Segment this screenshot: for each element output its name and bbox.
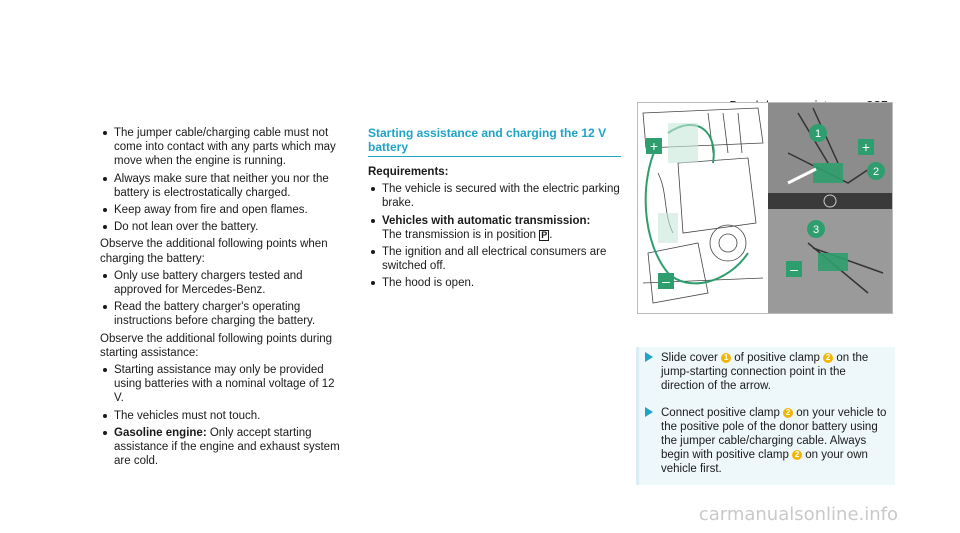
requirements-list	[368, 182, 621, 290]
callout-3: 3	[812, 224, 820, 236]
step-arrow-icon	[645, 352, 653, 362]
callout-badge: 2	[783, 408, 793, 418]
gasoline-label: Gasoline engine:	[114, 426, 207, 439]
requirements-label: Requirements:	[368, 166, 449, 178]
callout-2: 2	[872, 166, 880, 178]
list-item	[368, 214, 621, 242]
paragraph: Observe the additional following points when charging the battery:	[100, 238, 328, 265]
starting-list	[100, 363, 345, 468]
list-item: Starting assistance may only be provided using batteries with a nominal voltage of 12 V.	[100, 363, 345, 406]
list-item: The hood is open.	[368, 276, 621, 290]
step-text: Connect positive clamp	[661, 406, 784, 419]
column-middle	[368, 126, 621, 294]
positive-icon: +	[649, 138, 659, 154]
period: .	[549, 228, 553, 241]
callout-badge: 2	[792, 450, 802, 460]
gasoline-text: Only accept starting assistance if the engine and exhaust system are cold.	[114, 426, 340, 468]
engine-bay-figure	[637, 102, 893, 314]
column-left	[100, 126, 345, 471]
section-heading: Starting assistance and charging the 12 V battery	[368, 126, 621, 157]
list-item: Only use battery chargers tested and approved for Mercedes-Benz.	[100, 269, 345, 297]
list-item: The jumper cable/charging cable must not come into contact with any parts which may move when the engine is running.	[100, 126, 345, 169]
charging-list	[100, 269, 345, 329]
step-text: on your vehicle to the positive pole of the donor battery using the jumper cable/charging cable. Always begin with positive clamp	[661, 406, 887, 462]
step-text: on the jump-starting connection point in the direction of the arrow.	[661, 352, 869, 393]
step-1	[639, 347, 895, 402]
list-item: The vehicles must not touch.	[100, 409, 345, 423]
list-item: Keep away from fire and open flames.	[100, 203, 345, 217]
step-text: on your own vehicle first.	[661, 449, 868, 476]
list-item: Do not lean over the battery.	[100, 220, 345, 234]
engine-illustration	[638, 103, 892, 313]
callout-1: 1	[814, 128, 822, 140]
callout-badge: 2	[823, 353, 833, 363]
list-item: Read the battery charger's operating instructions before charging the battery.	[100, 300, 345, 328]
automatic-label: Vehicles with automatic transmission:	[382, 214, 591, 227]
list-item	[100, 426, 345, 469]
warning-list	[100, 126, 345, 234]
positive-icon: +	[861, 139, 871, 155]
park-symbol: P	[541, 229, 548, 240]
step-text: Slide cover	[661, 352, 722, 364]
negative-icon: –	[662, 273, 670, 289]
step-text: of positive clamp	[731, 352, 824, 364]
list-item: Always make sure that neither you nor the battery is electrostatically charged.	[100, 172, 345, 200]
transmission-text: The transmission is in position	[382, 228, 540, 241]
watermark: carmanualsonline.info	[698, 504, 898, 525]
list-item: The vehicle is secured with the electric parking brake.	[368, 182, 621, 210]
step-arrow-icon	[645, 407, 653, 417]
instruction-steps	[636, 347, 895, 485]
negative-icon: –	[790, 261, 798, 277]
list-item: The ignition and all electrical consumers are switched off.	[368, 245, 621, 273]
step-2	[639, 402, 895, 485]
paragraph: Observe the additional following points during starting assistance:	[100, 332, 333, 359]
callout-badge: 1	[721, 353, 731, 363]
